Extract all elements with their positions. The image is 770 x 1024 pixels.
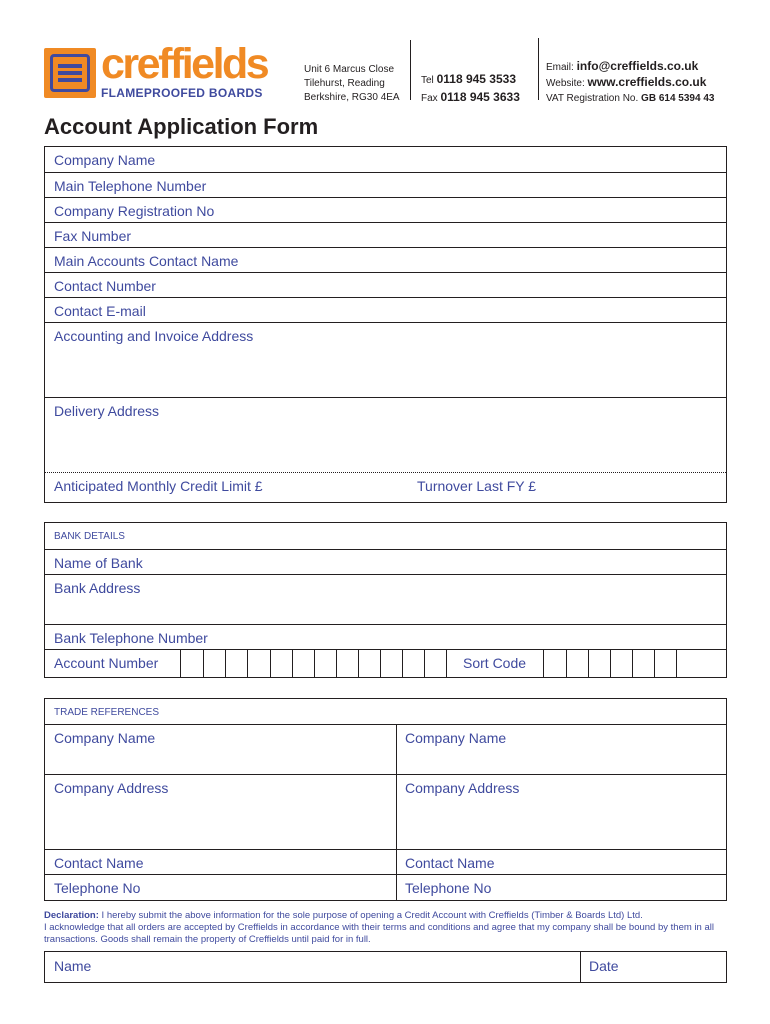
delivery-address-field[interactable]: [45, 398, 726, 473]
section-heading: TRADE REFERENCES: [54, 707, 160, 718]
declaration-text: [44, 910, 734, 946]
field-label: Company Name: [54, 152, 156, 168]
logo-wordmark: creffields: [101, 40, 268, 88]
sort-digit-box[interactable]: [543, 650, 544, 677]
bank-details-section: [44, 522, 727, 678]
ref1-contact-name-field[interactable]: Contact Name: [54, 855, 144, 871]
bank-address-field[interactable]: [45, 575, 726, 625]
ref1-company-address-field[interactable]: Company Address: [54, 780, 169, 796]
declaration-label: Declaration:: [44, 910, 99, 921]
account-digit-box[interactable]: [180, 650, 181, 677]
account-digit-box[interactable]: [270, 650, 271, 677]
fax-label: Fax: [421, 93, 438, 104]
address-line: Berkshire, RG30 4EA: [304, 92, 400, 103]
field-label: Bank Address: [54, 580, 141, 596]
account-digit-box[interactable]: [314, 650, 315, 677]
company-details-section: [44, 146, 727, 503]
ref1-telephone-field[interactable]: Telephone No: [54, 880, 141, 896]
company-name-field[interactable]: [45, 147, 726, 173]
phone-block: [421, 71, 520, 107]
website-label: Website:: [546, 78, 585, 89]
contact-number-field[interactable]: [45, 273, 726, 298]
ref2-company-name-field[interactable]: Company Name: [405, 730, 507, 746]
column-divider: [396, 725, 397, 774]
bank-heading-row: [45, 523, 726, 550]
account-digit-box[interactable]: [336, 650, 337, 677]
trade-heading-row: [45, 699, 726, 725]
accounts-contact-field[interactable]: [45, 248, 726, 273]
ref2-telephone-field[interactable]: Telephone No: [405, 880, 492, 896]
logo-mark-icon: [44, 48, 96, 98]
declaration-body: I hereby submit the above information for the sole purpose of opening a Credit Account with Creffields (Timber & Boards Ltd) Ltd.: [101, 910, 643, 921]
ref1-company-name-field[interactable]: Company Name: [54, 730, 156, 746]
trade-company-name-row: [45, 725, 726, 775]
field-label: Contact E-mail: [54, 303, 146, 319]
website-link[interactable]: www.creffields.co.uk: [587, 75, 707, 89]
account-digit-box[interactable]: [424, 650, 425, 677]
trade-company-address-row: [45, 775, 726, 850]
address-line: Unit 6 Marcus Close: [304, 64, 395, 75]
address-line: Tilehurst, Reading: [304, 78, 385, 89]
account-sort-row: [45, 650, 726, 677]
vat-label: VAT Registration No.: [546, 93, 639, 104]
column-divider: [396, 850, 397, 874]
date-field[interactable]: Date: [589, 958, 619, 974]
invoice-address-field[interactable]: [45, 323, 726, 398]
vat-number: GB 614 5394 43: [641, 93, 715, 104]
account-digit-box[interactable]: [358, 650, 359, 677]
account-digit-box[interactable]: [203, 650, 204, 677]
contact-block: [546, 59, 714, 106]
field-label: Main Telephone Number: [54, 178, 207, 194]
account-digit-box[interactable]: [402, 650, 403, 677]
sort-code-divider: [446, 650, 447, 677]
column-divider: [396, 775, 397, 849]
address-block: [304, 63, 400, 105]
tel-number: 0118 945 3533: [436, 72, 516, 86]
fax-number-field[interactable]: [45, 223, 726, 248]
sort-digit-box[interactable]: [632, 650, 633, 677]
contact-email-field[interactable]: [45, 298, 726, 323]
header-divider: [538, 38, 539, 100]
field-label: Fax Number: [54, 228, 132, 244]
account-digit-box[interactable]: [292, 650, 293, 677]
page-title: Account Application Form: [44, 114, 319, 139]
account-digit-box[interactable]: [380, 650, 381, 677]
trade-telephone-row: [45, 875, 726, 900]
field-label: Name of Bank: [54, 555, 143, 571]
column-divider: [396, 875, 397, 900]
name-field[interactable]: Name: [54, 958, 92, 974]
field-label: Bank Telephone Number: [54, 630, 208, 646]
sort-code-label: Sort Code: [463, 655, 527, 671]
ref2-company-address-field[interactable]: Company Address: [405, 780, 520, 796]
field-label: Delivery Address: [54, 403, 160, 419]
column-divider: [580, 952, 581, 982]
sort-digit-box[interactable]: [676, 650, 677, 677]
sort-digit-box[interactable]: [566, 650, 567, 677]
account-digit-box[interactable]: [225, 650, 226, 677]
header-divider: [410, 40, 411, 100]
credit-turnover-row: [45, 473, 726, 502]
signature-section: [44, 951, 727, 983]
email-link[interactable]: info@creffields.co.uk: [576, 59, 699, 73]
sort-digit-box[interactable]: [654, 650, 655, 677]
field-label: Accounting and Invoice Address: [54, 328, 254, 344]
bank-telephone-field[interactable]: [45, 625, 726, 650]
name-of-bank-field[interactable]: [45, 550, 726, 575]
section-heading: BANK DETAILS: [54, 531, 125, 542]
declaration-body-2: I acknowledge that all orders are accepted by Creffields in accordance with their terms and conditions and agree that my company shall be bound by them in all transactions. Goods shall remain the property of Creffields until paid for in full.: [44, 922, 714, 945]
sort-digit-box[interactable]: [588, 650, 589, 677]
account-digit-box[interactable]: [247, 650, 248, 677]
sort-digit-box[interactable]: [610, 650, 611, 677]
ref2-contact-name-field[interactable]: Contact Name: [405, 855, 495, 871]
logo-tagline: FLAMEPROOFED BOARDS: [101, 86, 263, 100]
field-label: Company Registration No: [54, 203, 215, 219]
fax-number: 0118 945 3633: [440, 90, 520, 104]
trade-contact-name-row: [45, 850, 726, 875]
trade-references-section: [44, 698, 727, 901]
tel-label: Tel: [421, 75, 434, 86]
creffields-logo: [44, 40, 268, 100]
field-label: Contact Number: [54, 278, 156, 294]
account-number-label: Account Number: [54, 655, 159, 671]
turnover-field[interactable]: Turnover Last FY £: [417, 478, 537, 494]
main-telephone-field[interactable]: [45, 173, 726, 198]
field-label: Main Accounts Contact Name: [54, 253, 239, 269]
registration-no-field[interactable]: [45, 198, 726, 223]
credit-limit-field[interactable]: Anticipated Monthly Credit Limit £: [54, 478, 263, 494]
email-label: Email:: [546, 62, 574, 73]
